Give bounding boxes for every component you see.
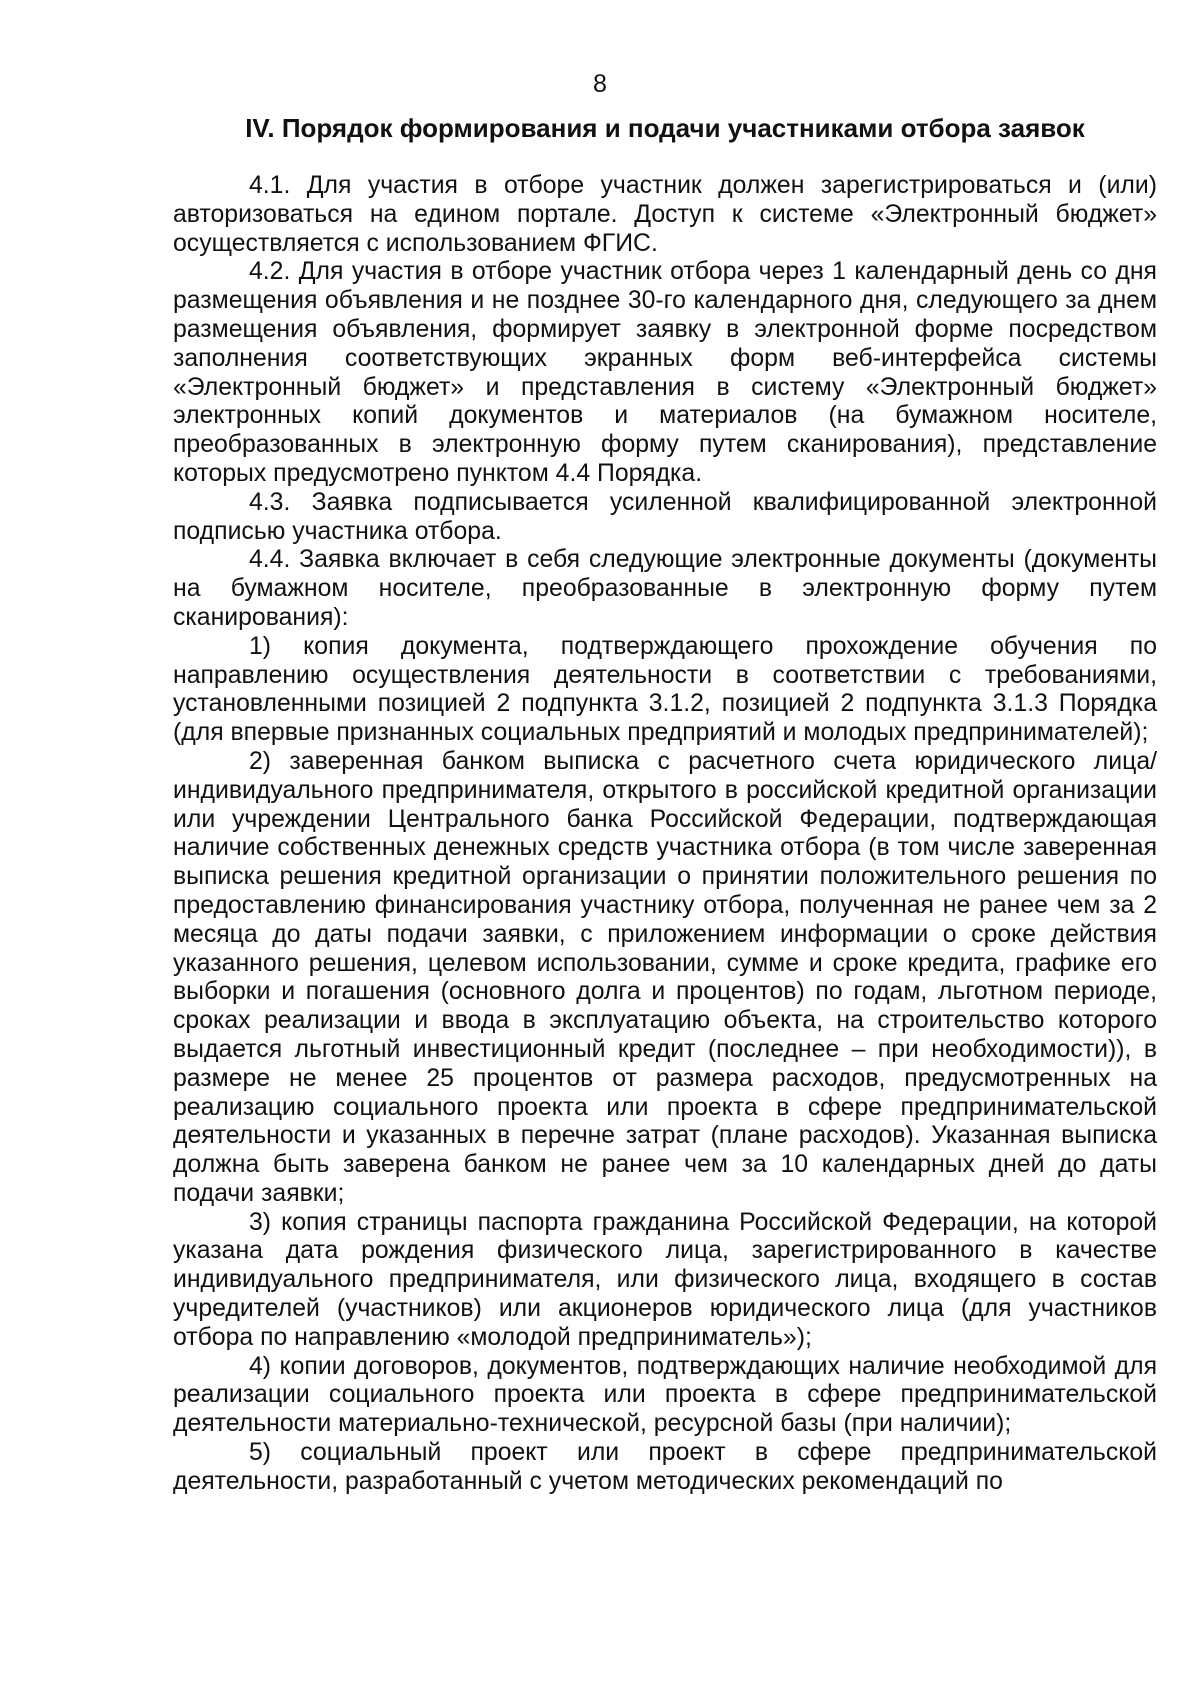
document-body [173, 172, 1157, 1497]
paragraph-4-3: 4.3. Заявка подписывается усиленной квалифицированной электронной подписью участника отбора. [173, 488, 1157, 545]
section-title: IV. Порядок формирования и подачи участниками отбора заявок [245, 113, 1085, 143]
paragraph-4-1: 4.1. Для участия в отборе участник должен зарегистрироваться и (или) авторизоваться на едином портале. Доступ к системе «Электронный бюджет» осуществляется с использованием ФГИС. [173, 172, 1157, 257]
paragraph-4-4: 4.4. Заявка включает в себя следующие электронные документы (документы на бумажном носителе, преобразованные в электронную форму путем сканирования): [173, 546, 1157, 631]
list-item-4: 4) копии договоров, документов, подтверждающих наличие необходимой для реализации социального проекта или проекта в сфере предпринимательской деятельности материально-технической, ресурсной базы (при наличии); [173, 1352, 1157, 1438]
page-number: 8 [593, 70, 607, 98]
list-item-3: 3) копия страницы паспорта гражданина Российской Федерации, на которой указана дата рождения физического лица, зарегистрированного в качестве индивидуального предпринимателя, или физического лица, входящего в состав учредителей (участников) или акционеров юридического лица (для участников отбора по направлению «молодой предприниматель»); [173, 1208, 1157, 1351]
list-item-2: 2) заверенная банком выписка с расчетного счета юридического лица/индивидуального предпринимателя, открытого в российской кредитной организации или учреждении Центрального банка Российской Федерации, подтверждающая наличие собственных денежных средств участника отбора (в том числе заверенная выписка решения кредитной организации о принятии положительного решения по предоставлению финансирования участнику отбора, полученная не ранее чем за 2 месяца до даты подачи заявки, с приложением информации о сроке действия указанного решения, целевом использовании, сумме и сроке кредита, графике его выборки и погашения (основного долга и процентов) по годам, льготном периоде, сроках реализации и ввода в эксплуатацию объекта, на строительство которого выдается льготный инвестиционный кредит (последнее – при необходимости)), в размере не менее 25 процентов от размера расходов, предусмотренных на реализацию социального проекта или проекта в сфере предпринимательской деятельности и указанных в перечне затрат (плане расходов). Указанная выписка должна быть заверена банком не ранее чем за 10 календарных дней до даты подачи заявки; [173, 747, 1157, 1207]
list-item-1: 1) копия документа, подтверждающего прохождение обучения по направлению осуществления деятельности в соответствии с требованиями, установленными позицией 2 подпункта 3.1.2, позицией 2 подпункта 3.1.3 Порядка (для впервые признанных социальных предприятий и молодых предпринимателей); [173, 632, 1157, 747]
list-item-5: 5) социальный проект или проект в сфере предпринимательской деятельности, разработанный с учетом методических рекомендаций по [173, 1439, 1157, 1495]
paragraph-4-2: 4.2. Для участия в отборе участник отбора через 1 календарный день со дня размещения объявления и не позднее 30-го календарного дня, следующего за днем размещения объявления, формирует заявку в электронной форме посредством заполнения соответствующих экранных форм веб-интерфейса системы «Электронный бюджет» и представления в систему «Электронный бюджет» электронных копий документов и материалов (на бумажном носителе, преобразованных в электронную форму путем сканирования), представление которых предусмотрено пунктом 4.4 Порядка. [173, 258, 1157, 487]
